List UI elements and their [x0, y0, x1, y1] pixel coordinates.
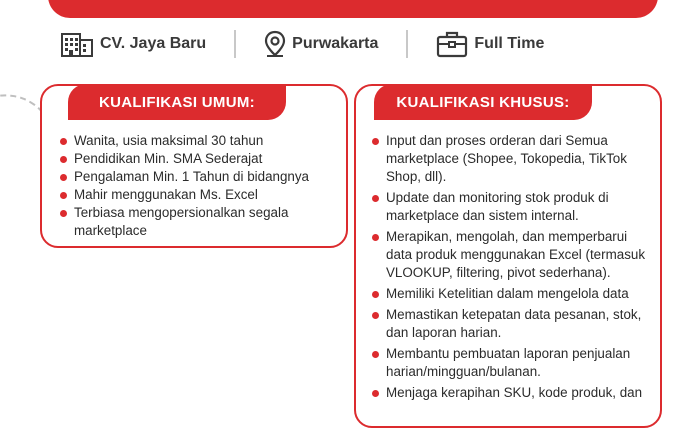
list-item: Menjaga kerapihan SKU, kode produk, dan: [368, 384, 656, 402]
list-item: Memiliki Ketelitian dalam mengelola data: [368, 285, 656, 303]
job-type: Full Time: [474, 35, 545, 52]
list-kualifikasi-khusus: [368, 132, 656, 405]
card-title-umum: KUALIFIKASI UMUM:: [68, 84, 286, 120]
company-name: CV. Jaya Baru: [100, 35, 207, 52]
list-item: Wanita, usia maksimal 30 tahun: [56, 132, 340, 150]
card-title-khusus: KUALIFIKASI KHUSUS:: [374, 84, 592, 120]
company-info: [60, 30, 206, 58]
briefcase-icon: [436, 30, 468, 58]
building-icon: [60, 30, 94, 58]
card-kualifikasi-khusus: [354, 84, 662, 428]
location-info: [264, 30, 378, 58]
info-divider: [406, 30, 408, 58]
list-kualifikasi-umum: [56, 132, 340, 240]
list-item: Input dan proses orderan dari Semua marketplace (Shopee, Tokopedia, TikTok Shop, dll).: [368, 132, 656, 186]
list-item: Membantu pembuatan laporan penjualan harian/mingguan/bulanan.: [368, 345, 656, 381]
location-name: Purwakarta: [292, 35, 379, 52]
list-item: Update dan monitoring stok produk di marketplace dan sistem internal.: [368, 189, 656, 225]
list-item: Memastikan ketepatan data pesanan, stok, dan laporan harian.: [368, 306, 656, 342]
list-item: Merapikan, mengolah, dan memperbarui data produk menggunakan Excel (termasuk VLOOKUP, filtering, pivot sederhana).: [368, 228, 656, 282]
top-banner: [48, 0, 658, 18]
list-item: Mahir menggunakan Ms. Excel: [56, 186, 340, 204]
card-kualifikasi-umum: [40, 84, 348, 248]
list-item: Pengalaman Min. 1 Tahun di bidangnya: [56, 168, 340, 186]
map-pin-icon: [264, 30, 286, 58]
list-item: Pendidikan Min. SMA Sederajat: [56, 150, 340, 168]
job-info-bar: [60, 26, 660, 62]
list-item: Terbiasa mengopersionalkan segala marketplace: [56, 204, 340, 240]
info-divider: [234, 30, 236, 58]
job-type-info: [436, 30, 544, 58]
